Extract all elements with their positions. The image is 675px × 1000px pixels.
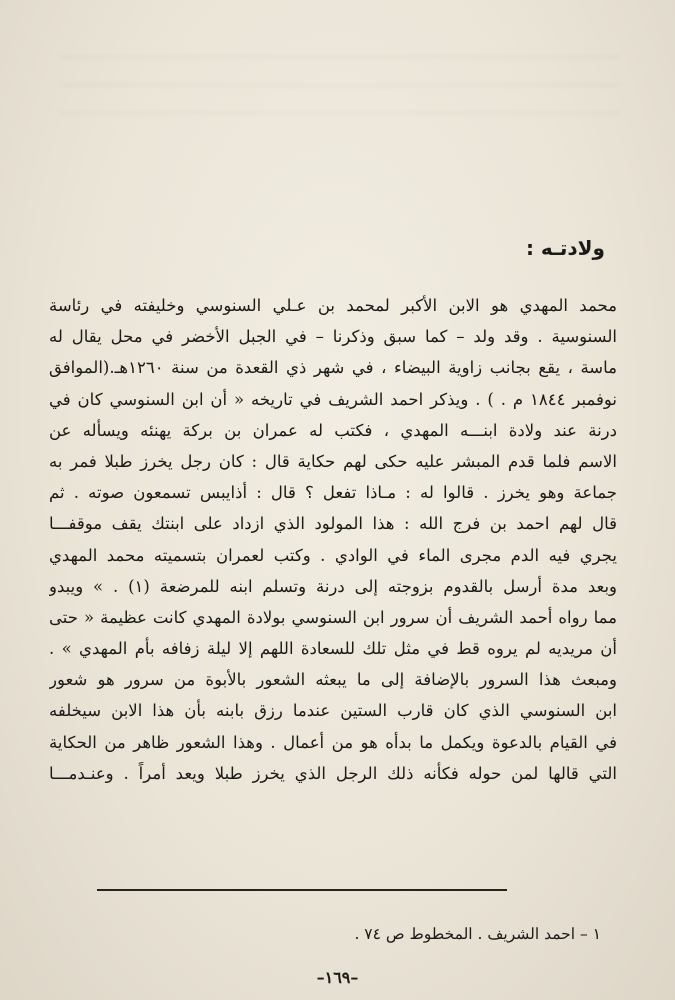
text-line: مما رواه أحمد الشريف أن سرور ابن السنوسي بولادة المهدي كانت عظيمة « حتى <box>49 607 617 627</box>
text-line: جماعة وهو يخرز . قالوا له : مـاذا تفعل ؟ قال : أذايبس تسمعون صوته . ثم <box>49 483 617 503</box>
section-heading: ولادتـه : <box>525 236 605 260</box>
text-line: السنوسية . وقد ولد – كما سبق وذكرنا – في الجبل الأخضر في محل يقال له <box>49 327 617 347</box>
footnote: ١ – احمد الشريف . المخطوط ص ٧٤ . <box>354 925 601 943</box>
text-line: نوفمبر ١٨٤٤ م . ) . ويذكر احمد الشريف في تاريخه « أن ابن السنوسي كان في <box>49 389 617 409</box>
text-line: وبعد مدة أرسل بالقدوم بزوجته إلى درنة وتسلم ابنه للمرضعة (١) . » ويبدو <box>49 576 617 596</box>
text-line: في القيام بالدعوة ويكمل ما بدأه هو من أعمال . وهذا الشعور ظاهر من الحكاية <box>49 732 617 752</box>
text-line: قال لهم احمد بن فرج الله : هذا المولود الذي ازداد على ابنتك يقف موقفـــا <box>49 514 617 534</box>
footnote-divider <box>97 889 507 891</box>
text-line: محمد المهدي هو الابن الأكبر لمحمد بن عـلي السنوسي وخليفته في رئاسة <box>49 296 617 315</box>
bleed-through-text <box>60 40 620 140</box>
text-line: ماسة ، يقع بجانب زاوية البيضاء ، في شهر ذي القعدة من سنة ١٢٦٠هـ.(الموافق <box>49 358 617 378</box>
text-line: أن مريديه لم يروه قط في مثل تلك للسعادة اللهم إلا ليلة زفافه بأم المهدي » . <box>49 639 617 659</box>
text-line: التي قالها لمن حوله فكأنه ذلك الرجل الذي يخرز طبلا ويعد أمراً . وعنـدمـــا <box>49 763 617 783</box>
text-line: الاسم فلما قدم المبشر عليه حكى لهم حكاية قال : كان رجل يخرز طبلا فمر به <box>49 451 617 471</box>
text-line: ومبعث هذا السرور بالإضافة إلى ما يبعثه الشعور بالأبوة من سرور هو شعور <box>49 670 617 690</box>
text-line: درنة عند ولادة ابنـــه المهدي ، فكتب له عمران بن بركة يهنئه ويسأله عن <box>49 420 617 440</box>
text-line: يجري فيه الدم مجرى الماء في الوادي . وكتب لعمران بتسميته محمد المهدي <box>49 545 617 565</box>
body-text <box>49 290 617 789</box>
text-line: ابن السنوسي الذي كان قارب الستين عندما رزق بابنه بأن هذا الابن سيخلفه <box>49 701 617 721</box>
page-number: –١٦٩– <box>316 968 359 987</box>
